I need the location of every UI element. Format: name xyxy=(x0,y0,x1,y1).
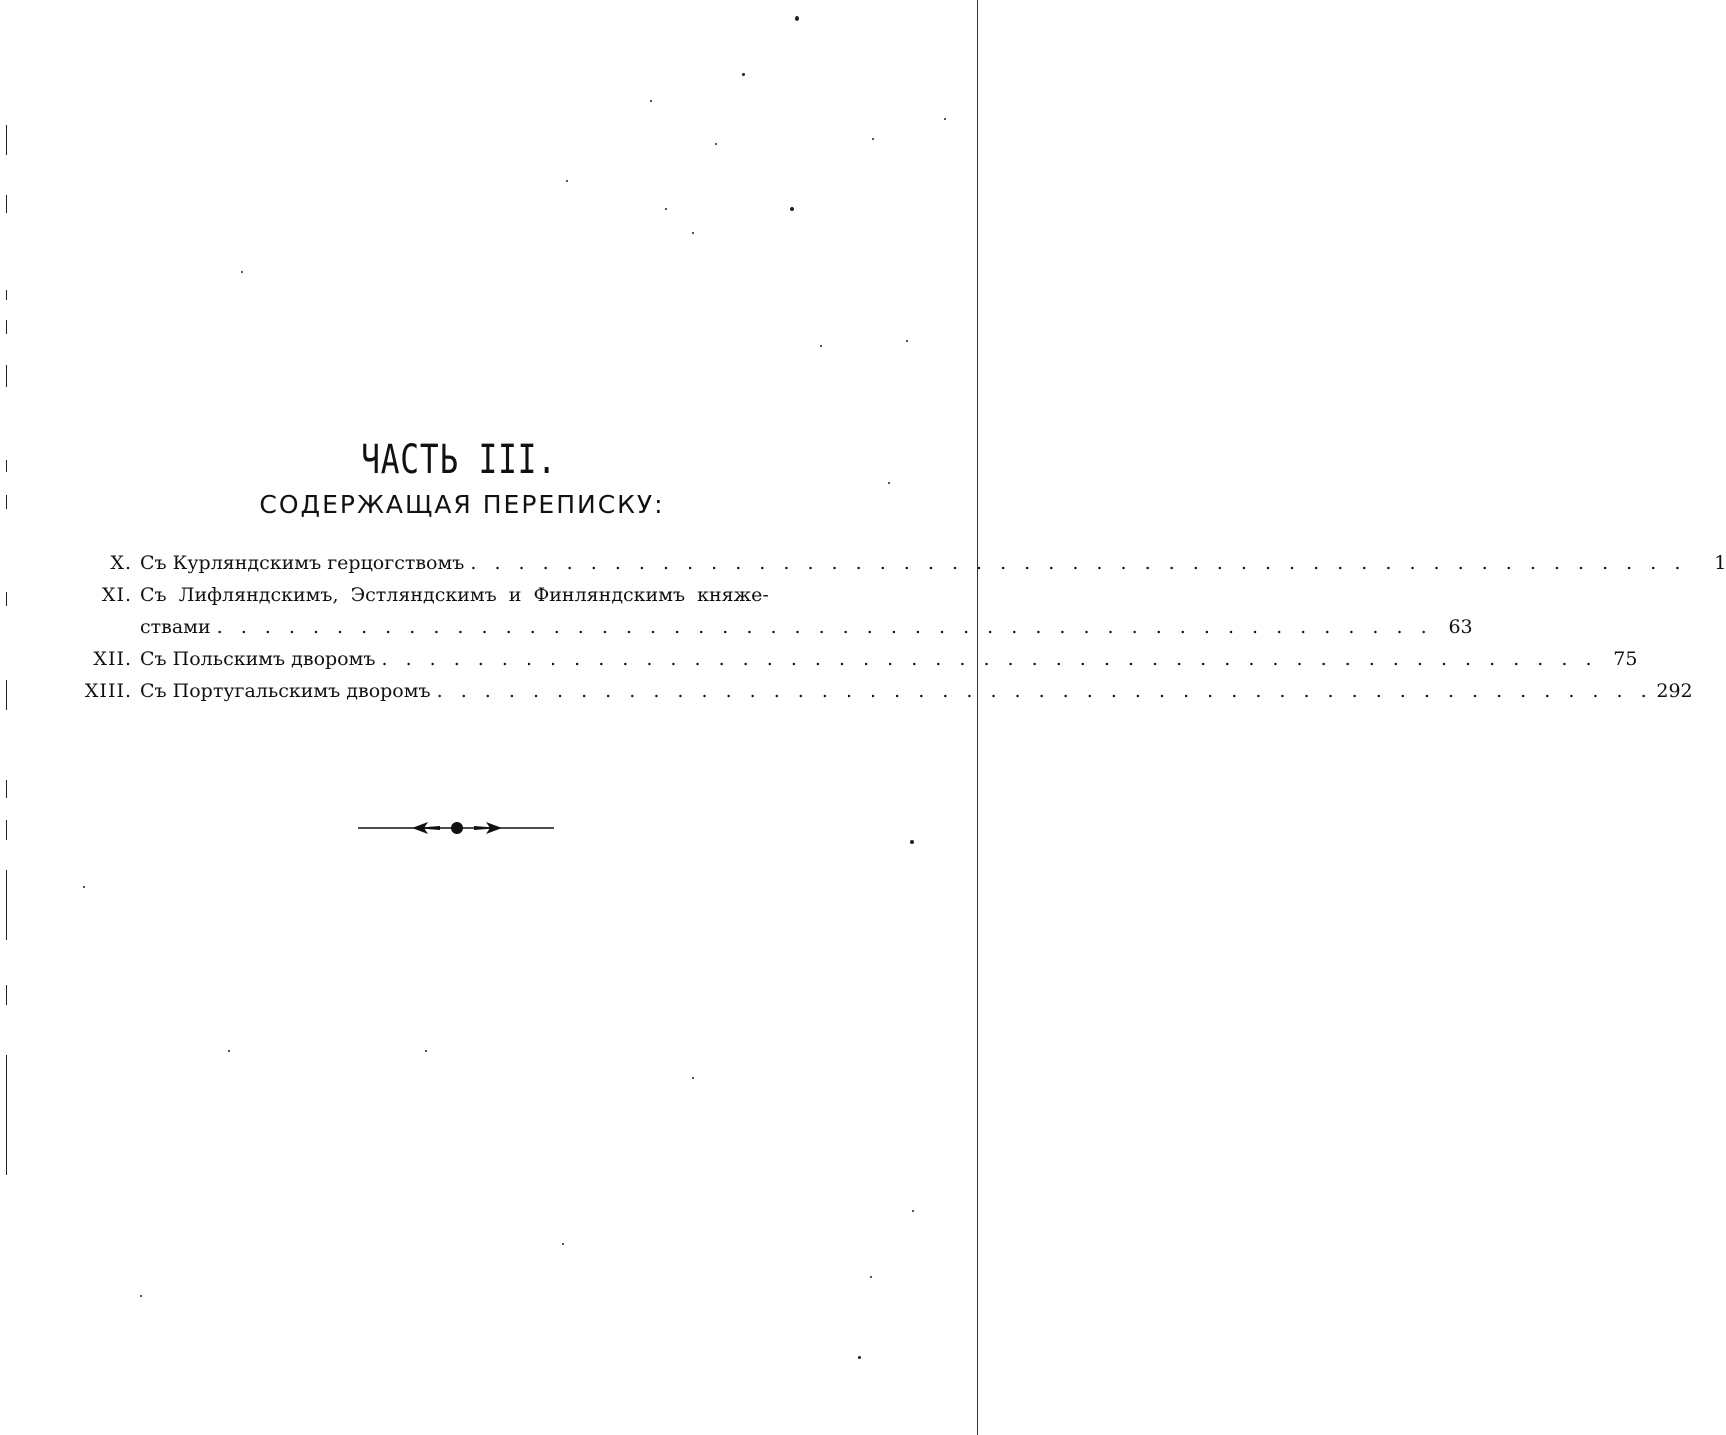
scan-speck xyxy=(870,1276,872,1278)
scan-speck xyxy=(241,271,243,273)
dot-leader xyxy=(470,552,1686,574)
toc-entry-page: 1 xyxy=(1714,552,1726,574)
dot-leader xyxy=(437,680,1653,702)
scan-speck xyxy=(665,208,667,210)
table-of-contents xyxy=(70,552,1726,712)
scan-speck xyxy=(83,886,85,888)
toc-entry-number: XI. xyxy=(101,584,132,606)
scan-speck xyxy=(795,16,799,21)
part-title: ЧАСТЬ III. xyxy=(361,436,557,483)
page-edge-line xyxy=(977,0,978,1435)
toc-entry-number: XIII. xyxy=(84,680,132,702)
scan-speck xyxy=(566,180,568,182)
toc-entry-title: Съ Польскимъ дворомъ xyxy=(140,648,376,670)
scan-speck xyxy=(140,1295,142,1297)
toc-entry-title: Съ Курляндскимъ герцогствомъ xyxy=(140,552,465,574)
scan-speck xyxy=(906,340,908,342)
toc-entry-number: X. xyxy=(110,552,132,574)
scan-speck xyxy=(910,840,914,844)
scan-speck xyxy=(650,100,652,102)
toc-entry xyxy=(70,648,1638,680)
dot-leader xyxy=(381,648,1597,670)
toc-entry xyxy=(70,680,1693,712)
scan-speck xyxy=(562,1243,564,1245)
scan-speck xyxy=(692,1077,694,1079)
dot-leader xyxy=(217,616,1433,638)
scan-speck xyxy=(858,1356,861,1359)
toc-entry-title: Съ Португальскимъ дворомъ xyxy=(140,680,431,702)
scan-speck xyxy=(228,1050,230,1052)
scan-speck xyxy=(872,138,874,140)
scan-speck xyxy=(790,207,794,211)
scan-margin-marks xyxy=(6,0,10,1435)
scan-speck xyxy=(944,118,946,120)
toc-entry-title-continued: ствами xyxy=(140,616,211,638)
scan-speck xyxy=(888,482,890,484)
ornament-divider-icon xyxy=(356,815,556,841)
scan-speck xyxy=(425,1050,427,1052)
scan-speck xyxy=(692,232,694,234)
toc-entry xyxy=(70,584,1473,648)
scan-speck xyxy=(715,143,717,145)
toc-entry-page: 75 xyxy=(1613,648,1638,670)
scan-speck xyxy=(742,73,745,76)
toc-entry-title: Съ Лифляндскимъ, Эстляндскимъ и Финляндскимъ княже- xyxy=(140,584,769,606)
scan-speck xyxy=(820,345,822,347)
toc-entry-page: 63 xyxy=(1448,616,1473,638)
toc-entry-page: 292 xyxy=(1656,680,1693,702)
scan-speck xyxy=(912,1210,914,1212)
part-subtitle: СОДЕРЖАЩАЯ ПЕРЕПИСКУ: xyxy=(259,490,665,519)
toc-entry xyxy=(70,552,1726,584)
toc-entry-number: XII. xyxy=(93,648,132,670)
